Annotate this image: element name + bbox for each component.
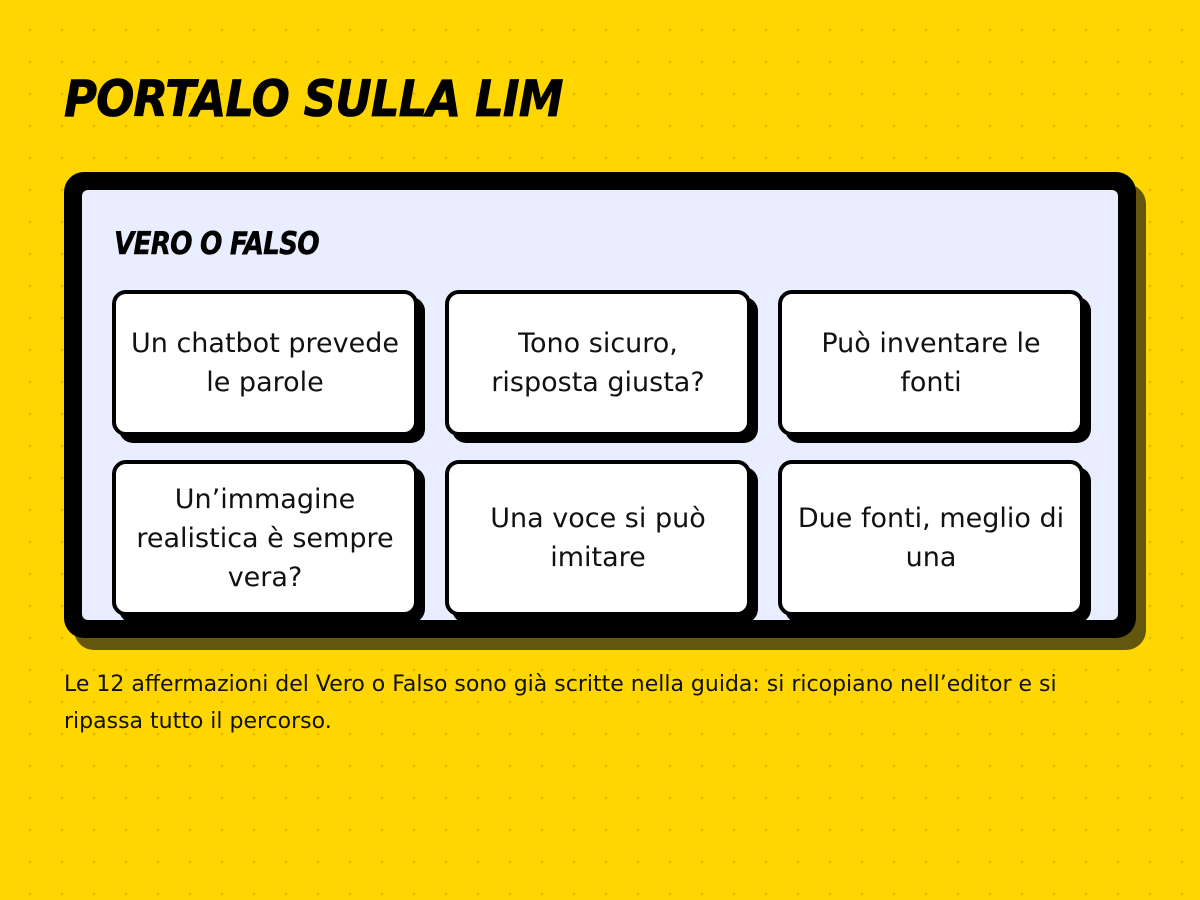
board-title: VERO O FALSO xyxy=(114,226,319,262)
statement-text: Un chatbot prevede le parole xyxy=(131,328,399,398)
statement-text: Una voce si può imitare xyxy=(490,503,706,573)
page-title: PORTALO SULLA LIM xyxy=(64,70,563,128)
whiteboard-screen xyxy=(82,190,1118,620)
statement-card[interactable] xyxy=(445,290,751,436)
statement-text: Tono sicuro, risposta giusta? xyxy=(491,328,705,398)
statement-card[interactable] xyxy=(112,460,418,616)
statement-card[interactable] xyxy=(112,290,418,436)
statement-text: Un’immagine realistica è sempre vera? xyxy=(136,483,394,593)
whiteboard-frame xyxy=(64,172,1136,638)
statement-card[interactable] xyxy=(445,460,751,616)
statement-card[interactable] xyxy=(778,290,1084,436)
statement-card[interactable] xyxy=(778,460,1084,616)
caption-text: Le 12 affermazioni del Vero o Falso sono già scritte nella guida: si ricopiano nell’editor e si ripassa tutto il percorso. xyxy=(64,672,1057,734)
statement-text: Due fonti, meglio di una xyxy=(797,503,1065,573)
statement-text: Può inventare le fonti xyxy=(821,328,1041,398)
